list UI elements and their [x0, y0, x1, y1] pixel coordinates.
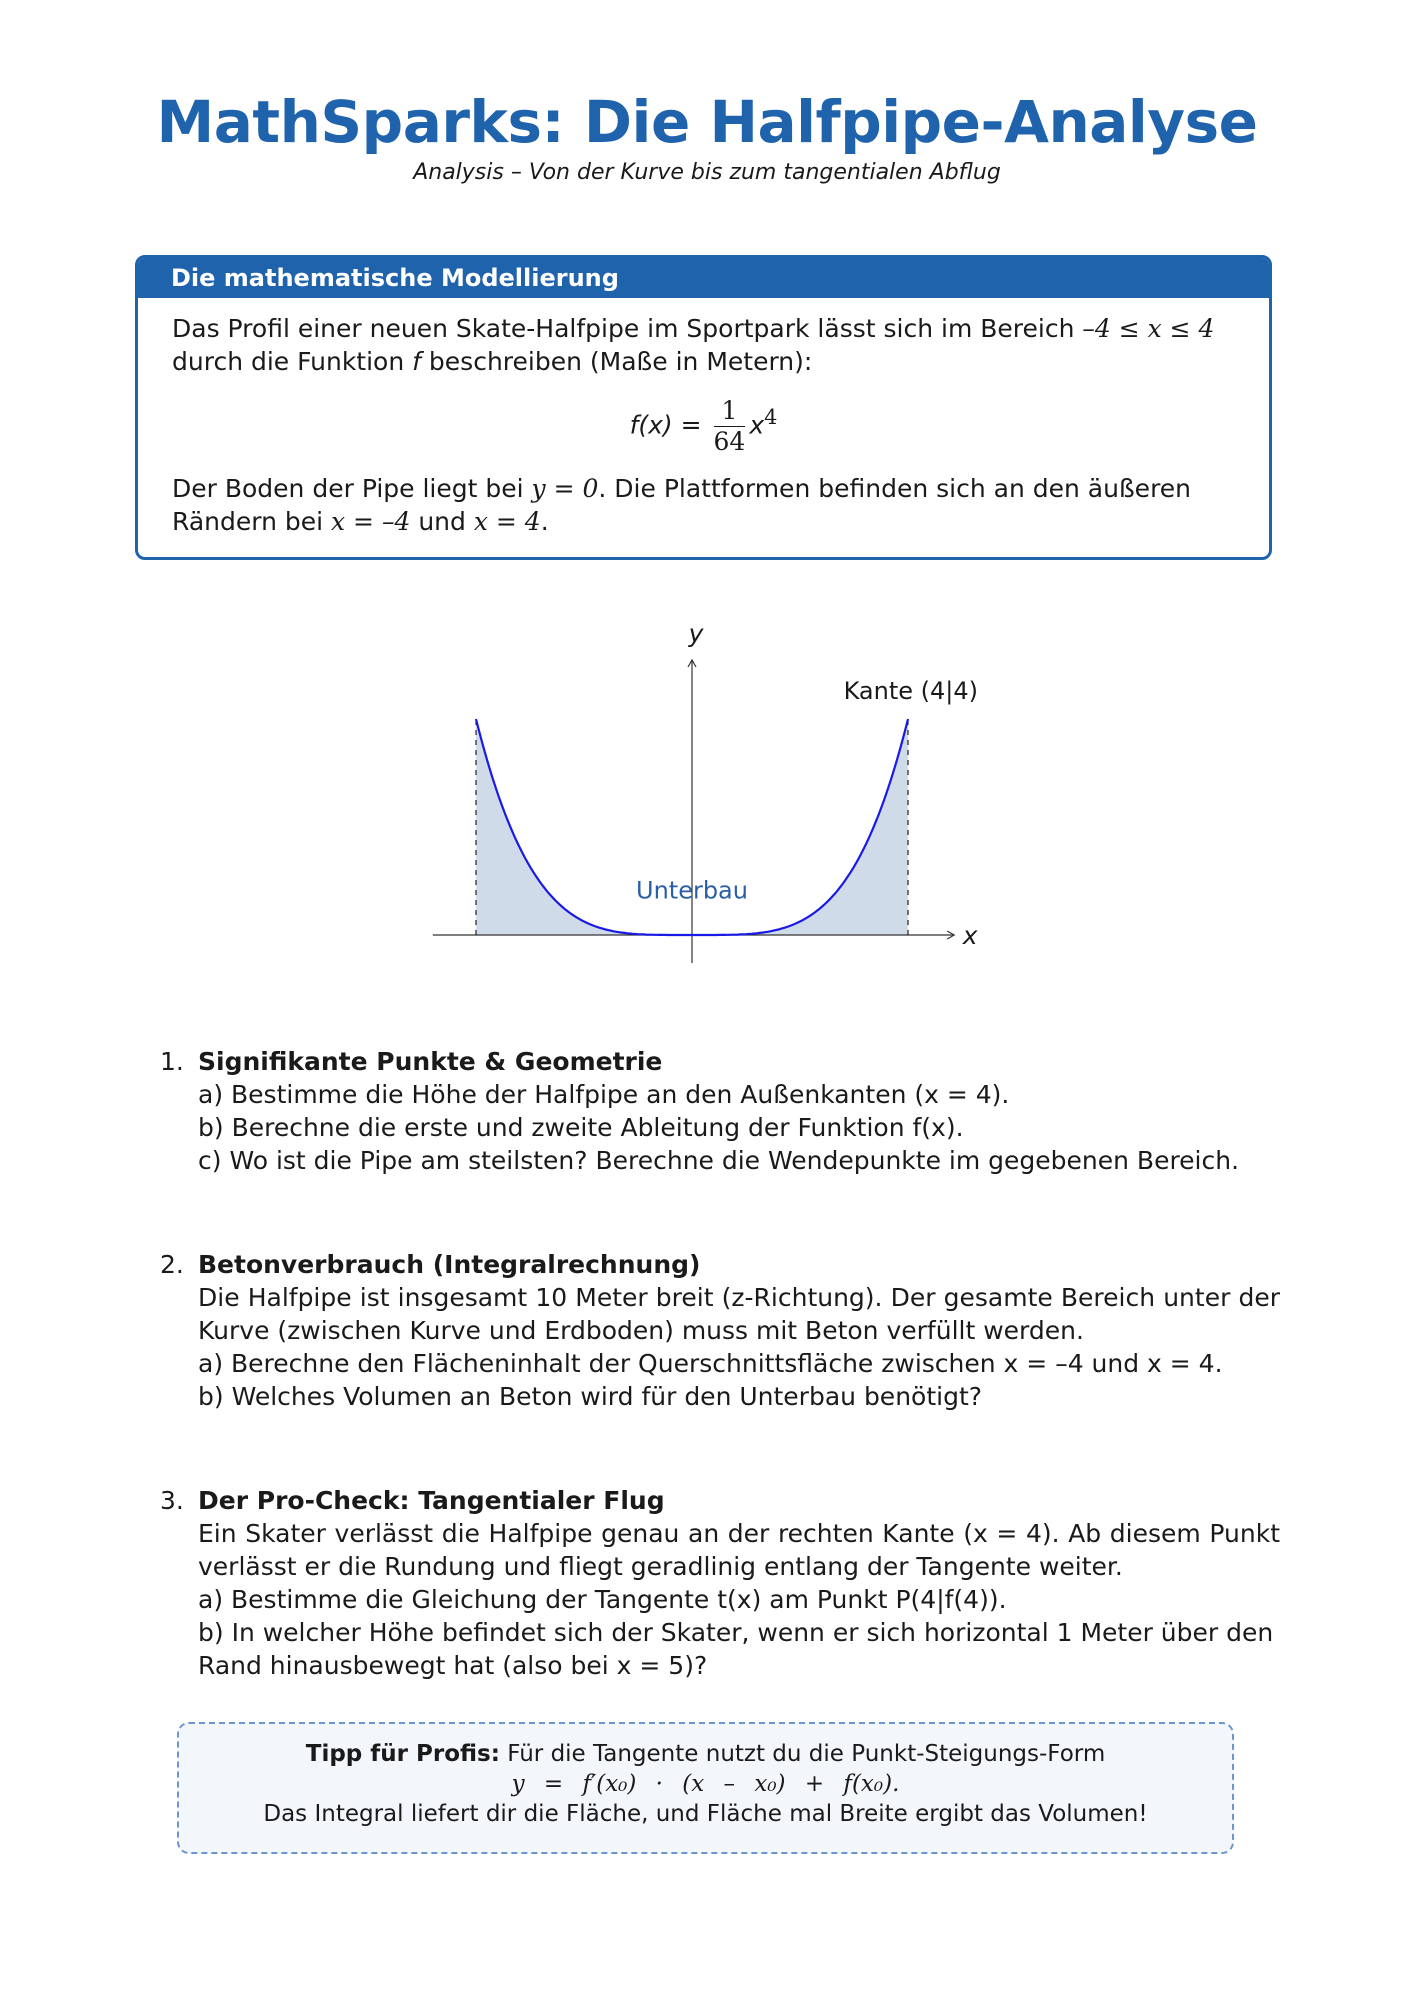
- formula-fraction: [714, 396, 746, 457]
- intro-text-1: Das Profil einer neuen Skate-Halfpipe im Sportpark lässt sich im Bereich: [172, 314, 1075, 343]
- tip-text-2: Das Integral liefert dir die Fläche, und Fläche mal Breite ergibt das Volumen!: [263, 1801, 1148, 1827]
- task-heading: Der Pro-Check: Tangentialer Flug: [198, 1486, 665, 1515]
- intro-range: –4 ≤ x ≤ 4: [1082, 314, 1215, 343]
- task-line: c) Wo ist die Pipe am steilsten? Berechne die Wendepunkte im gegebenen Bereich.: [198, 1146, 1240, 1175]
- task-line: Die Halfpipe ist insgesamt 10 Meter breit (z-Richtung). Der gesamte Bereich unter der Kurve (zwischen Kurve und Erdboden) muss mit Beton verfüllt werden.: [198, 1283, 1280, 1345]
- area-annotation: Unterbau: [636, 876, 748, 905]
- model-body: [138, 298, 1269, 538]
- model-floor: [172, 472, 1235, 538]
- floor-text-2: . Die Plattformen befinden sich an den äußeren Rändern bei: [172, 474, 1192, 536]
- tip-formula: y = f′(x₀) · (x – x₀) + f(x₀).: [511, 1771, 900, 1797]
- task-heading: Betonverbrauch (Integralrechnung): [198, 1250, 701, 1279]
- intro-function-name: f: [412, 347, 421, 376]
- floor-x2: x = 4: [473, 507, 541, 536]
- task-heading: Signifikante Punkte & Geometrie: [198, 1047, 663, 1076]
- floor-x1: x = –4: [331, 507, 411, 536]
- floor-end: .: [540, 507, 549, 536]
- floor-text-1: Der Boden der Pipe liegt bei: [172, 474, 524, 503]
- task-number: 1.: [160, 1047, 184, 1076]
- halfpipe-chart: [400, 620, 1000, 980]
- tip-line-1: [179, 1739, 1232, 1769]
- floor-eq: y = 0: [531, 474, 599, 503]
- y-axis-label: y: [688, 620, 704, 648]
- model-box: [135, 255, 1272, 560]
- tip-box: [177, 1722, 1234, 1854]
- task-3: [160, 1484, 1280, 1682]
- intro-text-2: durch die Funktion: [172, 347, 405, 376]
- model-intro: [172, 312, 1235, 378]
- function-formula: [172, 396, 1235, 462]
- halfpipe-chart-svg: [400, 620, 1000, 980]
- page-subtitle: Analysis – Von der Kurve bis zum tangentialen Abflug: [413, 160, 1001, 185]
- task-line: b) Welches Volumen an Beton wird für den Unterbau benötigt?: [198, 1382, 983, 1411]
- task-line: b) Berechne die erste und zweite Ableitung der Funktion f(x).: [198, 1113, 964, 1142]
- model-heading: Die mathematische Modellierung: [138, 258, 1269, 298]
- task-line: Ein Skater verlässt die Halfpipe genau an der rechten Kante (x = 4). Ab diesem Punkt verlässt er die Rundung und fliegt geradlinig entlang der Tangente weiter.: [198, 1519, 1280, 1581]
- formula-variable: x: [749, 410, 765, 440]
- intro-text-3: beschreiben (Maße in Metern):: [428, 347, 813, 376]
- task-line: a) Bestimme die Gleichung der Tangente t(x) am Punkt P(4|f(4)).: [198, 1585, 1007, 1614]
- formula-denominator: 64: [713, 427, 746, 456]
- formula-exponent: 4: [764, 405, 778, 430]
- floor-und: und: [418, 507, 466, 536]
- task-line: b) In welcher Höhe befindet sich der Skater, wenn er sich horizontal 1 Meter über den Rand hinausbewegt hat (also bei x = 5)?: [198, 1618, 1274, 1680]
- task-line: a) Berechne den Flächeninhalt der Querschnittsfläche zwischen x = –4 und x = 4.: [198, 1349, 1223, 1378]
- x-axis-label: x: [962, 921, 978, 950]
- task-number: 2.: [160, 1250, 184, 1279]
- task-number: 3.: [160, 1486, 184, 1515]
- task-line: a) Bestimme die Höhe der Halfpipe an den Außenkanten (x = 4).: [198, 1080, 1010, 1109]
- formula-numerator: 1: [714, 396, 746, 427]
- tip-text-1: Für die Tangente nutzt du die Punkt-Steigungs-Form: [507, 1741, 1106, 1767]
- edge-point-annotation: Kante (4|4): [843, 677, 978, 705]
- formula-lhs: f(x) =: [629, 410, 702, 440]
- tip-label: Tipp für Profis:: [305, 1741, 500, 1767]
- task-1: [160, 1045, 1280, 1177]
- task-2: [160, 1248, 1280, 1413]
- page-title: MathSparks: Die Halfpipe-Analyse: [156, 88, 1258, 156]
